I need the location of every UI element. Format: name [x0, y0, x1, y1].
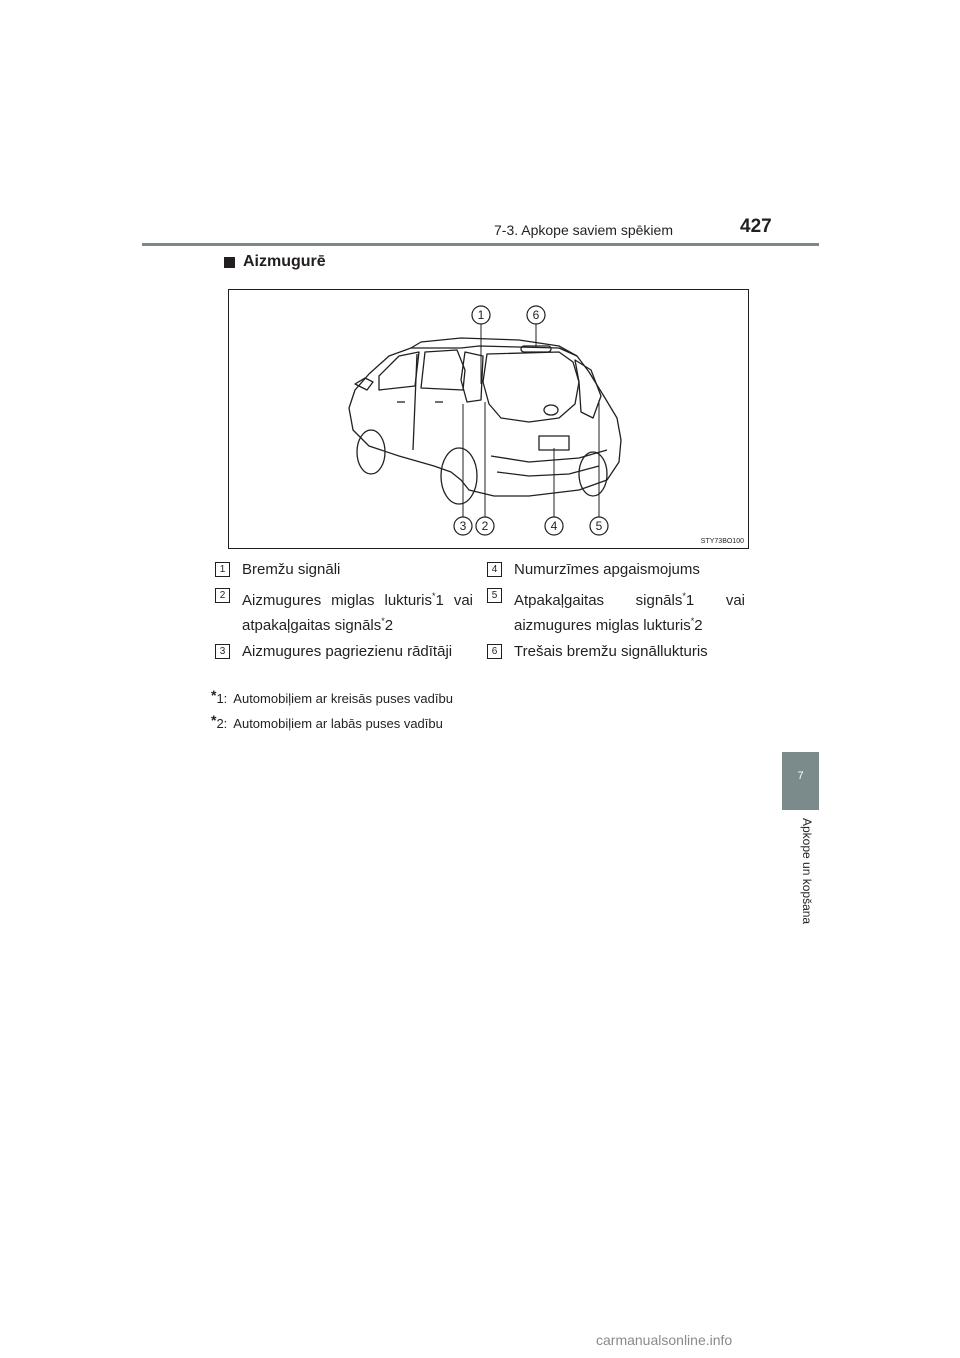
legend-item [487, 560, 745, 580]
car-rear-illustration [228, 289, 749, 549]
legend-number: 1 [215, 562, 230, 577]
legend-number: 4 [487, 562, 502, 577]
wheel-rear [441, 448, 477, 504]
legend-number: 6 [487, 644, 502, 659]
footnote [211, 686, 453, 711]
legend-number: 2 [215, 588, 230, 603]
rear-bumper [491, 450, 607, 462]
footnote-star: * [211, 712, 217, 728]
legend-item [215, 560, 473, 580]
footnote-mark: 1: [216, 691, 228, 706]
legend-item [215, 586, 473, 636]
watermark: carmanualsonline.info [596, 1332, 733, 1348]
square-bullet-icon [224, 257, 235, 268]
legend-text: Bremžu signāli [242, 561, 341, 578]
callout-label-2: 2 [481, 519, 489, 533]
section-heading-text: Aizmugurē [243, 253, 326, 270]
callout-label-1: 1 [477, 308, 485, 322]
legend-number: 3 [215, 644, 230, 659]
wheel-front [357, 430, 385, 474]
legend-right [487, 560, 745, 668]
emblem [544, 405, 558, 415]
legend-item [487, 642, 745, 662]
chapter-label: Apkope un kopšana [800, 818, 814, 925]
legend-item [487, 586, 745, 636]
callout-label-5: 5 [595, 519, 603, 533]
footnote [211, 711, 453, 736]
footnote-mark: 2: [216, 716, 228, 731]
legend-text: Aizmugures pagriezienu rādītāji [242, 643, 453, 660]
chapter-tab [782, 752, 819, 810]
callout-label-3: 3 [459, 519, 467, 533]
rear-window [483, 352, 579, 422]
footnote-text: Automobiļiem ar labās puses vadību [233, 716, 443, 731]
legend-item [215, 642, 473, 662]
footnote-star: * [211, 687, 217, 703]
side-window-rear [421, 350, 465, 390]
tail-light-right [575, 360, 601, 418]
section-heading [224, 253, 326, 271]
callout-label-6: 6 [532, 308, 540, 322]
callout-label-4: 4 [550, 519, 558, 533]
license-plate [539, 436, 569, 450]
chapter-number: 7 [797, 770, 804, 782]
legend-text: Aizmugures miglas lukturis*1 vai atpakaļgaitas signāls*2 [242, 591, 474, 634]
legend-number: 5 [487, 588, 502, 603]
page-number: 427 [740, 216, 772, 237]
wheel-right [579, 452, 607, 496]
legend-left [215, 560, 473, 668]
legend-text: Atpakaļgaitas signāls*1 vai aizmugures miglas lukturis*2 [514, 591, 745, 634]
footnote-text: Automobiļiem ar kreisās puses vadību [233, 691, 453, 706]
door-line [413, 354, 417, 450]
legend-text: Numurzīmes apgaismojums [514, 561, 700, 578]
header-rule [142, 243, 819, 246]
figure-code: STY73BO100 [700, 538, 744, 545]
footnotes [211, 686, 453, 736]
car-drawing [229, 290, 749, 549]
header-title: 7-3. Apkope saviem spēkiem [494, 222, 673, 238]
rear-diffuser [497, 466, 599, 476]
legend-text: Trešais bremžu signāllukturis [514, 643, 708, 660]
side-window-front [379, 352, 419, 390]
